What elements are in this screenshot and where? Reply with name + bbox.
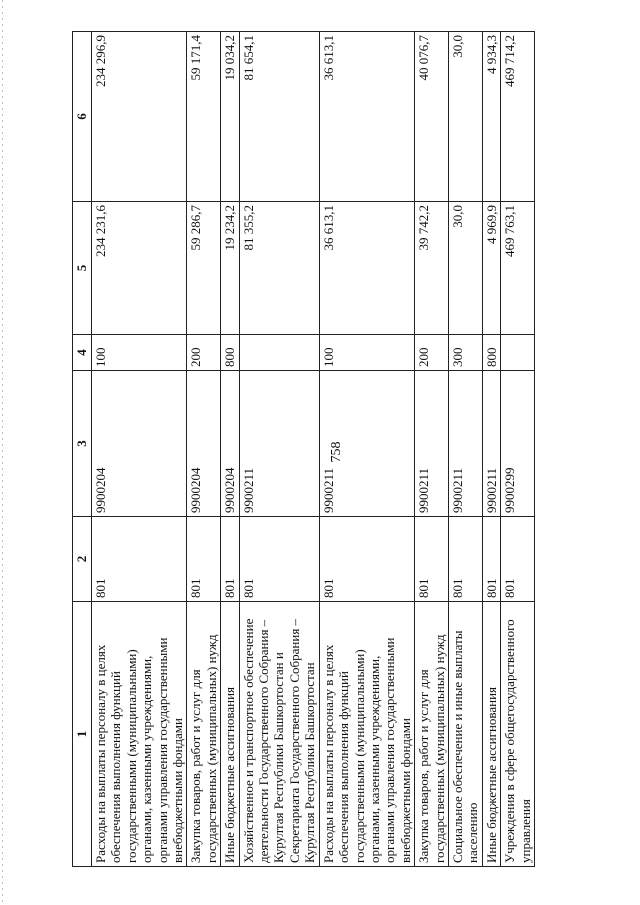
header-col-3: 3 <box>73 371 92 517</box>
table-row <box>501 32 535 867</box>
row-amount-1: 59 286,7 <box>187 202 221 335</box>
row-description: Расходы на выплаты персоналу в целях обеспечения выполнения функций государственными (муниципальными) органами, казенными учреждениями, органами управления государственными внебюджетными фондами <box>319 602 414 867</box>
row-target-article: 9900204 <box>187 371 221 517</box>
row-target-article: 9900204 <box>92 371 187 517</box>
table-header-row <box>73 32 92 867</box>
row-expense-type: 100 <box>92 335 187 371</box>
row-amount-2: 30,0 <box>448 32 482 202</box>
row-ministry-code: 801 <box>501 517 535 602</box>
table-row <box>187 32 221 867</box>
scan-edge <box>2 0 3 905</box>
table-row <box>239 32 319 867</box>
row-description: Иные бюджетные ассигнования <box>221 602 239 867</box>
row-expense-type <box>501 335 535 371</box>
row-target-article: 9900299 <box>501 371 535 517</box>
header-col-1: 1 <box>73 602 92 867</box>
header-col-2: 2 <box>73 517 92 602</box>
header-col-6: 6 <box>73 32 92 202</box>
budget-table <box>72 31 535 867</box>
row-target-article: 9900211 <box>482 371 500 517</box>
table-row <box>448 32 482 867</box>
row-description: Иные бюджетные ассигнования <box>482 602 500 867</box>
header-col-5: 5 <box>73 202 92 335</box>
row-amount-2: 81 654,1 <box>239 32 319 202</box>
row-amount-1: 36 613,1 <box>319 202 414 335</box>
rotated-table-sheet <box>72 32 577 867</box>
row-ministry-code: 801 <box>319 517 414 602</box>
row-amount-1: 39 742,2 <box>415 202 449 335</box>
row-ministry-code: 801 <box>92 517 187 602</box>
table-row <box>415 32 449 867</box>
table-row <box>92 32 187 867</box>
row-target-article: 9900211 <box>415 371 449 517</box>
row-amount-1: 19 234,2 <box>221 202 239 335</box>
row-amount-1: 469 763,1 <box>501 202 535 335</box>
row-ministry-code: 801 <box>239 517 319 602</box>
row-amount-1: 81 355,2 <box>239 202 319 335</box>
header-col-4: 4 <box>73 335 92 371</box>
row-amount-1: 30,0 <box>448 202 482 335</box>
row-expense-type: 800 <box>482 335 500 371</box>
row-expense-type: 300 <box>448 335 482 371</box>
row-expense-type: 200 <box>415 335 449 371</box>
row-ministry-code: 801 <box>415 517 449 602</box>
row-amount-2: 469 714,2 <box>501 32 535 202</box>
row-ministry-code: 801 <box>482 517 500 602</box>
row-amount-2: 234 296,9 <box>92 32 187 202</box>
row-amount-2: 59 171,4 <box>187 32 221 202</box>
row-amount-1: 4 969,9 <box>482 202 500 335</box>
table-row <box>482 32 500 867</box>
row-amount-2: 19 034,2 <box>221 32 239 202</box>
row-description: Учреждения в сфере общегосударственного управления <box>501 602 535 867</box>
page-number: 758 <box>329 441 344 463</box>
row-target-article: 9900204 <box>221 371 239 517</box>
row-expense-type: 100 <box>319 335 414 371</box>
row-expense-type <box>239 335 319 371</box>
row-target-article: 9900211 <box>319 371 414 517</box>
table-row <box>319 32 414 867</box>
row-target-article: 9900211 <box>239 371 319 517</box>
row-expense-type: 800 <box>221 335 239 371</box>
row-target-article: 9900211 <box>448 371 482 517</box>
row-amount-2: 36 613,1 <box>319 32 414 202</box>
row-amount-2: 4 934,3 <box>482 32 500 202</box>
row-ministry-code: 801 <box>221 517 239 602</box>
row-ministry-code: 801 <box>448 517 482 602</box>
row-expense-type: 200 <box>187 335 221 371</box>
row-amount-2: 40 076,7 <box>415 32 449 202</box>
row-description: Хозяйственное и транспортное обеспечение деятельности Государственного Собрания – Курултая Республики Башкортостан и Секретариата Государственного Собрания – Курултая Республики Башкортостан <box>239 602 319 867</box>
row-amount-1: 234 231,6 <box>92 202 187 335</box>
row-description: Закупка товаров, работ и услуг для государственных (муниципальных) нужд <box>415 602 449 867</box>
row-ministry-code: 801 <box>187 517 221 602</box>
table-row <box>221 32 239 867</box>
row-description: Закупка товаров, работ и услуг для государственных (муниципальных) нужд <box>187 602 221 867</box>
row-description: Расходы на выплаты персоналу в целях обеспечения выполнения функций государственными (муниципальными) органами, казенными учреждениями, органами управления государственными внебюджетными фондами <box>92 602 187 867</box>
row-description: Социальное обеспечение и иные выплаты населению <box>448 602 482 867</box>
